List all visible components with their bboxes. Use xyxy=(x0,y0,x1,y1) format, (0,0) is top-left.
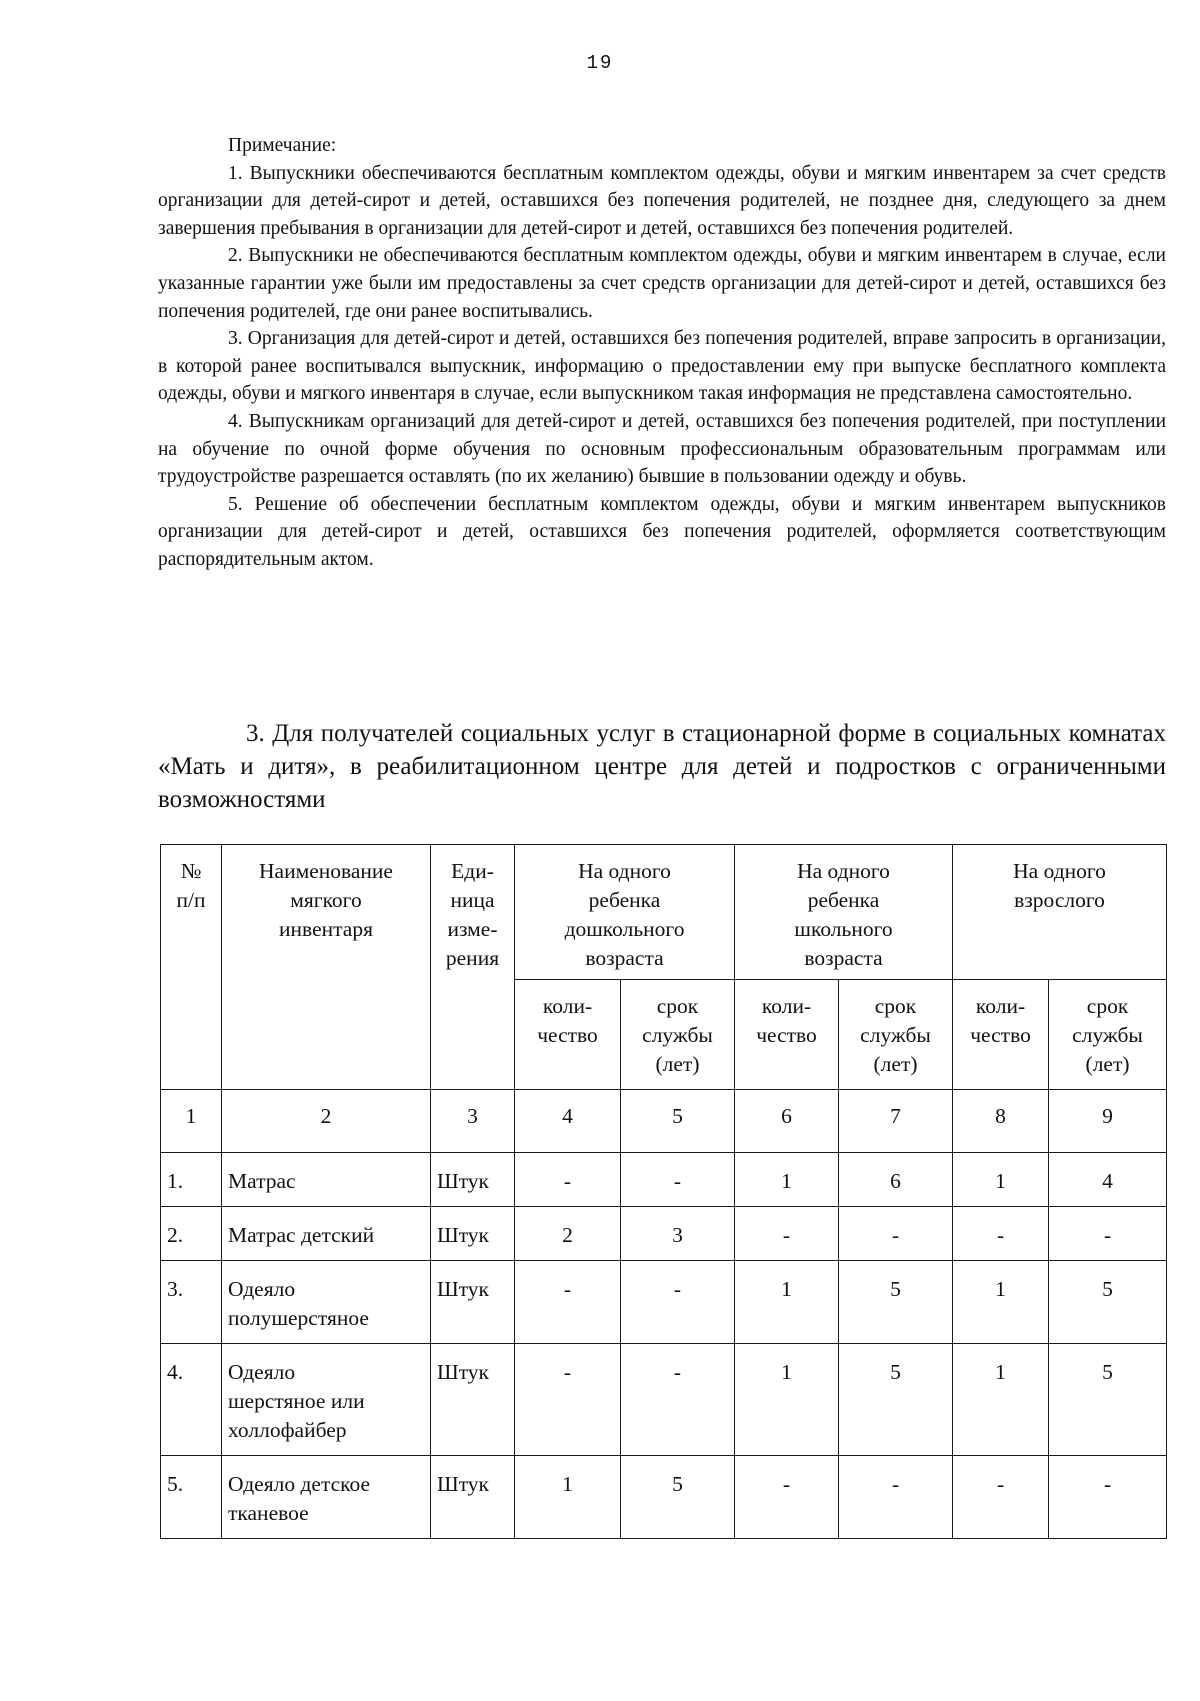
header-preschool-term: срок службы (лет) xyxy=(621,980,735,1090)
preschool-qty: - xyxy=(515,1344,621,1456)
header-num: № п/п xyxy=(161,845,222,1090)
note-block xyxy=(158,132,1166,574)
item-name: Одеяло полушерстяное xyxy=(222,1261,431,1344)
adult-qty: - xyxy=(953,1207,1049,1261)
school-term: 6 xyxy=(839,1153,953,1207)
table-row xyxy=(161,1261,1167,1344)
row-number: 1. xyxy=(161,1153,222,1207)
column-index: 4 xyxy=(515,1090,621,1153)
adult-qty: - xyxy=(953,1456,1049,1539)
note-paragraph-4: 4. Выпускникам организаций для детей-сирот и детей, оставшихся без попечения родителей, при поступлении на обучение по очной форме обучения по основным профессиональным образовательным программам или трудоустройстве разрешается оставлять (по их желанию) бывшие в пользовании одежду и обувь. xyxy=(158,410,1166,488)
school-qty: 1 xyxy=(735,1261,839,1344)
preschool-qty: - xyxy=(515,1153,621,1207)
header-unit: Еди- ница изме- рения xyxy=(431,845,515,1090)
column-index: 9 xyxy=(1049,1090,1167,1153)
adult-qty: 1 xyxy=(953,1261,1049,1344)
column-index: 2 xyxy=(222,1090,431,1153)
item-name: Одеяло детское тканевое xyxy=(222,1456,431,1539)
header-row-1 xyxy=(161,845,1167,980)
column-index: 5 xyxy=(621,1090,735,1153)
preschool-term: - xyxy=(621,1261,735,1344)
header-school-term: срок службы (лет) xyxy=(839,980,953,1090)
school-qty: 1 xyxy=(735,1344,839,1456)
column-index: 6 xyxy=(735,1090,839,1153)
column-index-row xyxy=(161,1090,1167,1153)
unit-cell: Штук xyxy=(431,1207,515,1261)
column-index: 7 xyxy=(839,1090,953,1153)
adult-term: - xyxy=(1049,1456,1167,1539)
item-name: Матрас детский xyxy=(222,1207,431,1261)
note-paragraph-3: 3. Организация для детей-сирот и детей, оставшихся без попечения родителей, вправе запросить в организации, в которой ранее воспитывался выпускник, информацию о предоставлении ему при выпуске бесплатного комплекта одежды, обуви и мягкого инвентаря в случае, если выпускником такая информация не представлена самостоятельно. xyxy=(158,328,1166,405)
preschool-qty: 2 xyxy=(515,1207,621,1261)
header-preschool-qty: коли- чество xyxy=(515,980,621,1090)
item-name: Матрас xyxy=(222,1153,431,1207)
header-group-school: На одного ребенка школьного возраста xyxy=(735,845,953,980)
adult-qty: 1 xyxy=(953,1153,1049,1207)
table-row xyxy=(161,1456,1167,1539)
preschool-qty: - xyxy=(515,1261,621,1344)
table-row xyxy=(161,1153,1167,1207)
school-qty: - xyxy=(735,1207,839,1261)
column-index: 3 xyxy=(431,1090,515,1153)
header-adult-term: срок службы (лет) xyxy=(1049,980,1167,1090)
page-number: 19 xyxy=(586,52,614,74)
table-row xyxy=(161,1207,1167,1261)
unit-cell: Штук xyxy=(431,1153,515,1207)
preschool-term: 5 xyxy=(621,1456,735,1539)
column-index: 1 xyxy=(161,1090,222,1153)
school-term: - xyxy=(839,1207,953,1261)
header-group-adult: На одного взрослого xyxy=(953,845,1167,980)
note-paragraph-1: 1. Выпускники обеспечиваются бесплатным комплектом одежды, обуви и мягким инвентарем за счет средств организации для детей-сирот и детей, оставшихся без попечения родителей, не позднее дня, следующего за днем завершения пребывания в организации для детей-сирот и детей, оставшихся без попечения родителей. xyxy=(158,162,1166,239)
school-term: 5 xyxy=(839,1344,953,1456)
inventory-table-wrap xyxy=(160,844,1166,1539)
adult-term: 5 xyxy=(1049,1344,1167,1456)
column-index: 8 xyxy=(953,1090,1049,1153)
preschool-qty: 1 xyxy=(515,1456,621,1539)
unit-cell: Штук xyxy=(431,1261,515,1344)
school-term: 5 xyxy=(839,1261,953,1344)
school-term: - xyxy=(839,1456,953,1539)
preschool-term: 3 xyxy=(621,1207,735,1261)
note-paragraph-5: 5. Решение об обеспечении бесплатным комплектом одежды, обуви и мягким инвентарем выпускников организации для детей-сирот и детей, оставшихся без попечения родителей, оформляется соответствующим распорядительным актом. xyxy=(158,493,1166,570)
unit-cell: Штук xyxy=(431,1456,515,1539)
inventory-table xyxy=(160,844,1167,1539)
note-heading: Примечание: xyxy=(228,135,337,156)
adult-term: 4 xyxy=(1049,1153,1167,1207)
row-number: 2. xyxy=(161,1207,222,1261)
header-group-preschool: На одного ребенка дошкольного возраста xyxy=(515,845,735,980)
adult-term: 5 xyxy=(1049,1261,1167,1344)
row-number: 5. xyxy=(161,1456,222,1539)
note-paragraph-2: 2. Выпускники не обеспечиваются бесплатным комплектом одежды, обуви и мягким инвентарем в случае, если указанные гарантии уже были им предоставлены за счет средств организации для детей-сирот и детей, оставшихся без попечения родителей, где они ранее воспитывались. xyxy=(158,245,1166,322)
header-school-qty: коли- чество xyxy=(735,980,839,1090)
header-name: Наименование мягкого инвентаря xyxy=(222,845,431,1090)
row-number: 4. xyxy=(161,1344,222,1456)
unit-cell: Штук xyxy=(431,1344,515,1456)
preschool-term: - xyxy=(621,1153,735,1207)
item-name: Одеяло шерстяное или холлофайбер xyxy=(222,1344,431,1456)
school-qty: - xyxy=(735,1456,839,1539)
table-row xyxy=(161,1344,1167,1456)
row-number: 3. xyxy=(161,1261,222,1344)
header-adult-qty: коли- чество xyxy=(953,980,1049,1090)
school-qty: 1 xyxy=(735,1153,839,1207)
adult-term: - xyxy=(1049,1207,1167,1261)
preschool-term: - xyxy=(621,1344,735,1456)
adult-qty: 1 xyxy=(953,1344,1049,1456)
section-title: 3. Для получателей социальных услуг в стационарной форме в социальных комнатах «Мать и дитя», в реабилитационном центре для детей и подростков с ограниченными возможностями xyxy=(158,720,1166,813)
